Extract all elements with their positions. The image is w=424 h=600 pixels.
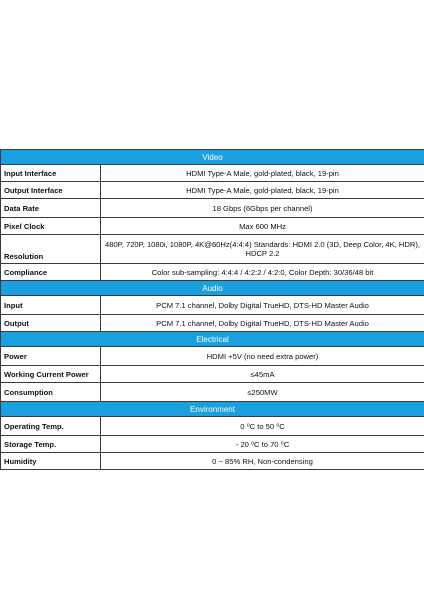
section-header-audio bbox=[1, 281, 424, 296]
spec-row-audio-input bbox=[1, 296, 424, 315]
spec-row-compliance bbox=[1, 264, 424, 281]
spec-label: Power bbox=[1, 347, 101, 366]
spec-row-consumption bbox=[1, 383, 424, 402]
spec-label: Compliance bbox=[1, 264, 101, 281]
spec-label: Input bbox=[1, 296, 101, 315]
spec-value: Color sub-sampling: 4:4:4 / 4:2:2 / 4:2:0, Color Depth: 30/36/48 bit bbox=[101, 264, 424, 281]
spec-value: - 20 ⁰C to 70 ⁰C bbox=[101, 436, 424, 453]
spec-row-data-rate bbox=[1, 199, 424, 218]
spec-label: Humidity bbox=[1, 453, 101, 470]
spec-row-resolution bbox=[1, 235, 424, 264]
spec-row-operating-temp bbox=[1, 417, 424, 436]
spec-label: Storage Temp. bbox=[1, 436, 101, 453]
section-title: Video bbox=[1, 150, 424, 165]
spec-value: Max 600 MHz bbox=[101, 218, 424, 235]
spec-value: HDMI +5V (no need extra power) bbox=[101, 347, 424, 366]
specification-table bbox=[0, 149, 424, 470]
spec-label: Output bbox=[1, 315, 101, 332]
spec-row-pixel-clock bbox=[1, 218, 424, 235]
spec-value: 18 Gbps (6Gbps per channel) bbox=[101, 199, 424, 218]
section-header-electrical bbox=[1, 332, 424, 347]
spec-value: HDMI Type-A Male, gold-plated, black, 19-pin bbox=[101, 182, 424, 199]
spec-label: Working Current Power bbox=[1, 366, 101, 383]
spec-label: Pixel Clock bbox=[1, 218, 101, 235]
section-header-video bbox=[1, 150, 424, 165]
spec-row-input-interface bbox=[1, 165, 424, 182]
spec-value: PCM 7.1 channel, Dolby Digital TrueHD, DTS-HD Master Audio bbox=[101, 296, 424, 315]
spec-value: 0 ~ 85% RH, Non-condensing bbox=[101, 453, 424, 470]
section-header-environment bbox=[1, 402, 424, 417]
spec-label: Data Rate bbox=[1, 199, 101, 218]
section-title: Environment bbox=[1, 402, 424, 417]
spec-value: 480P, 720P, 1080i, 1080P, 4K@60Hz(4:4:4) Standards: HDMI 2.0 (3D, Deep Color, 4K, HDR), HDCP 2.2 bbox=[101, 235, 424, 264]
spec-value: ≤250MW bbox=[101, 383, 424, 402]
spec-value: HDMI Type-A Male, gold-plated, black, 19-pin bbox=[101, 165, 424, 182]
spec-label: Resolution bbox=[1, 235, 101, 264]
spec-row-humidity bbox=[1, 453, 424, 470]
spec-row-output-interface bbox=[1, 182, 424, 199]
spec-label: Consumption bbox=[1, 383, 101, 402]
spec-row-working-current-power bbox=[1, 366, 424, 383]
section-title: Electrical bbox=[1, 332, 424, 347]
spec-value: ≤45mA bbox=[101, 366, 424, 383]
spec-value: 0 ⁰C to 50 ⁰C bbox=[101, 417, 424, 436]
spec-label: Operating Temp. bbox=[1, 417, 101, 436]
section-title: Audio bbox=[1, 281, 424, 296]
spec-value: PCM 7.1 channel, Dolby Digital TrueHD, DTS-HD Master Audio bbox=[101, 315, 424, 332]
spec-row-power bbox=[1, 347, 424, 366]
spec-row-storage-temp bbox=[1, 436, 424, 453]
spec-label: Input Interface bbox=[1, 165, 101, 182]
spec-row-audio-output bbox=[1, 315, 424, 332]
spec-label: Output Interface bbox=[1, 182, 101, 199]
